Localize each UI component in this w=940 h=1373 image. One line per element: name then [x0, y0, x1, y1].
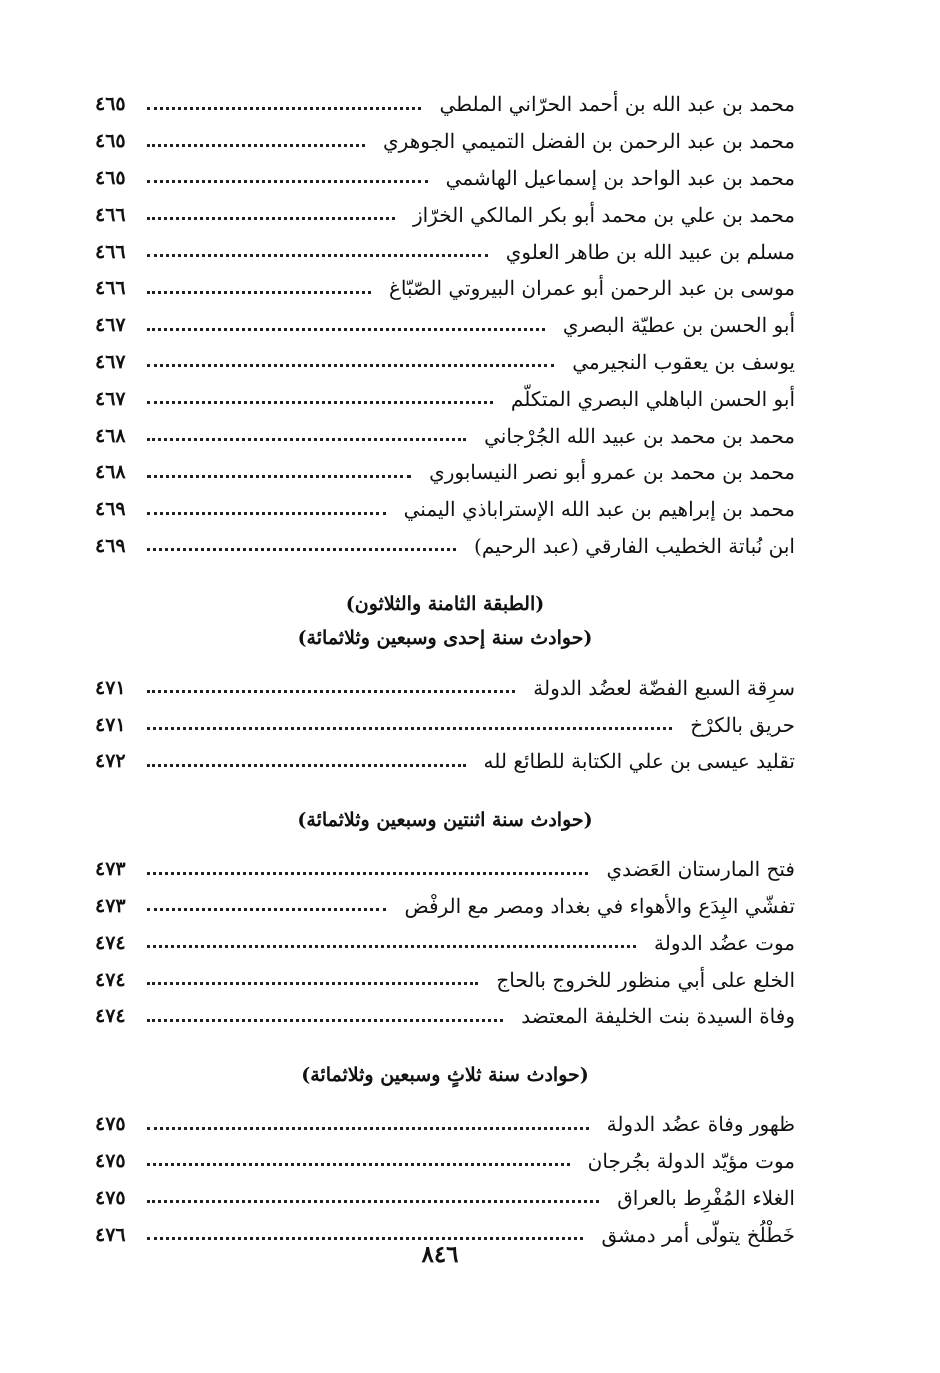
dotted-leader [147, 764, 466, 767]
list-item [95, 998, 795, 1035]
entry-title: خَطْلُخ يتولّى أمر دمشق [601, 1222, 795, 1247]
entry-title: مسلم بن عبيد الله بن طاهر العلوي [505, 239, 795, 264]
entry-page-number: ٤٧١ [95, 676, 126, 699]
dotted-leader [147, 1200, 599, 1203]
list-item [95, 888, 795, 925]
dotted-leader [147, 328, 545, 331]
dotted-leader [147, 512, 386, 515]
dotted-leader [147, 475, 411, 478]
list-item [95, 1143, 795, 1180]
dotted-leader [147, 144, 365, 147]
entry-page-number: ٤٧٥ [95, 1186, 126, 1209]
list-item [95, 528, 795, 565]
entry-title: أبو الحسن الباهلي البصري المتكلّم [510, 386, 795, 411]
entry-page-number: ٤٦٧ [95, 387, 126, 410]
dotted-leader [147, 945, 636, 948]
list-item [95, 1179, 795, 1216]
entry-page-number: ٤٦٦ [95, 277, 126, 300]
entry-title: محمد بن إبراهيم بن عبد الله الإستراباذي اليمني [403, 497, 795, 522]
entry-page-number: ٤٦٩ [95, 534, 126, 557]
dotted-leader [147, 1163, 570, 1166]
entry-title: محمد بن عبد الواحد بن إسماعيل الهاشمي [445, 165, 795, 190]
list-item [95, 196, 795, 233]
list-item [95, 454, 795, 491]
entry-page-number: ٤٦٥ [95, 166, 126, 189]
entry-page-number: ٤٧٥ [95, 1113, 126, 1136]
list-item [95, 123, 795, 160]
page-number: ٨٤٦ [421, 1241, 459, 1268]
list-item [95, 233, 795, 270]
entry-title: موت عضُد الدولة [654, 930, 795, 955]
events-section-373 [95, 1106, 795, 1253]
dotted-leader [147, 438, 466, 441]
entry-title: تفشّي البِدَع والأهواء في بغداد ومصر مع الرفْض [404, 893, 795, 918]
dotted-leader [147, 180, 428, 183]
list-item [95, 924, 795, 961]
entry-page-number: ٤٧٣ [95, 894, 126, 917]
entry-page-number: ٤٧٤ [95, 931, 126, 954]
events-section-372 [95, 851, 795, 1035]
list-item [95, 160, 795, 197]
entry-title: وفاة السيدة بنت الخليفة المعتضد [521, 1004, 795, 1029]
entry-title: محمد بن علي بن محمد أبو بكر المالكي الخرّاز [412, 202, 795, 227]
dotted-leader [147, 548, 456, 551]
entry-title: ظهور وفاة عضُد الدولة [606, 1112, 795, 1137]
entry-title: أبو الحسن بن عطيّة البصري [562, 313, 795, 338]
entry-page-number: ٤٦٧ [95, 350, 126, 373]
entry-page-number: ٤٦٧ [95, 314, 126, 337]
dotted-leader [147, 727, 672, 730]
dotted-leader [147, 291, 371, 294]
entry-page-number: ٤٦٨ [95, 424, 126, 447]
entry-page-number: ٤٧١ [95, 713, 126, 736]
dotted-leader [147, 1237, 583, 1240]
events-section-heading: (حوادث سنة إحدى وسبعين وثلاثمائة) [297, 627, 593, 650]
entry-title: موت مؤيّد الدولة بجُرجان [587, 1148, 795, 1173]
dotted-leader [147, 908, 386, 911]
list-item [95, 706, 795, 743]
events-section-heading: (حوادث سنة ثلاثٍ وسبعين وثلاثمائة) [301, 1063, 589, 1086]
entry-page-number: ٤٧٥ [95, 1149, 126, 1172]
entry-title: سرِقة السبع الفضّة لعضُد الدولة [533, 675, 795, 700]
dotted-leader [147, 982, 478, 985]
entry-title: محمد بن محمد بن عمرو أبو نصر النيسابوري [429, 460, 795, 485]
entry-title: محمد بن محمد بن عبيد الله الجُرْجاني [484, 423, 795, 448]
list-item [95, 344, 795, 381]
dotted-leader [147, 254, 488, 257]
dotted-leader [147, 1019, 503, 1022]
dotted-leader [147, 1127, 589, 1130]
entry-page-number: ٤٧٤ [95, 968, 126, 991]
entry-title: الغلاء المُفْرِط بالعراق [617, 1185, 795, 1210]
entry-title: محمد بن عبد الرحمن بن الفضل التميمي الجوهري [383, 129, 795, 154]
entry-title: ابن نُباتة الخطيب الفارقي (عبد الرحيم) [474, 533, 795, 558]
entry-page-number: ٤٦٩ [95, 498, 126, 521]
list-item [95, 1106, 795, 1143]
list-item [95, 851, 795, 888]
entry-page-number: ٤٦٦ [95, 240, 126, 263]
dotted-leader [147, 401, 493, 404]
initial-entries [95, 86, 795, 564]
entry-page-number: ٤٧٤ [95, 1005, 126, 1028]
entry-page-number: ٤٧٢ [95, 750, 126, 773]
dotted-leader [147, 364, 554, 367]
entry-page-number: ٤٦٥ [95, 130, 126, 153]
entry-page-number: ٤٧٣ [95, 858, 126, 881]
list-item [95, 491, 795, 528]
events-section-371 [95, 669, 795, 779]
entry-title: فتح المارستان العَضدي [606, 857, 795, 882]
list-item [95, 417, 795, 454]
entry-page-number: ٤٧٦ [95, 1223, 126, 1246]
list-item [95, 270, 795, 307]
list-item [95, 86, 795, 123]
entry-title: حريق بالكرْخ [690, 712, 795, 737]
entry-title: موسى بن عبد الرحمن أبو عمران البيروتي الصّبّاغ [388, 276, 795, 301]
entry-title: الخلع على أبي منظور للخروج بالحاج [496, 967, 795, 992]
entry-page-number: ٤٦٨ [95, 461, 126, 484]
dotted-leader [147, 872, 588, 875]
list-item [95, 743, 795, 780]
dotted-leader [147, 217, 395, 220]
dotted-leader [147, 690, 515, 693]
dotted-leader [147, 107, 421, 110]
entry-title: تقليد عيسى بن علي الكتابة للطائع لله [483, 749, 795, 774]
list-item [95, 380, 795, 417]
entry-title: يوسف بن يعقوب النجيرمي [572, 349, 795, 374]
list-item [95, 961, 795, 998]
table-of-contents [95, 86, 795, 1253]
entry-page-number: ٤٦٦ [95, 203, 126, 226]
entry-title: محمد بن عبد الله بن أحمد الحرّاني الملطي [439, 92, 795, 117]
list-item [95, 307, 795, 344]
events-section-heading: (حوادث سنة اثنتين وسبعين وثلاثمائة) [297, 808, 593, 831]
main-section-heading: (الطبقة الثامنة والثلاثون) [345, 593, 545, 616]
entry-page-number: ٤٦٥ [95, 93, 126, 116]
list-item [95, 669, 795, 706]
